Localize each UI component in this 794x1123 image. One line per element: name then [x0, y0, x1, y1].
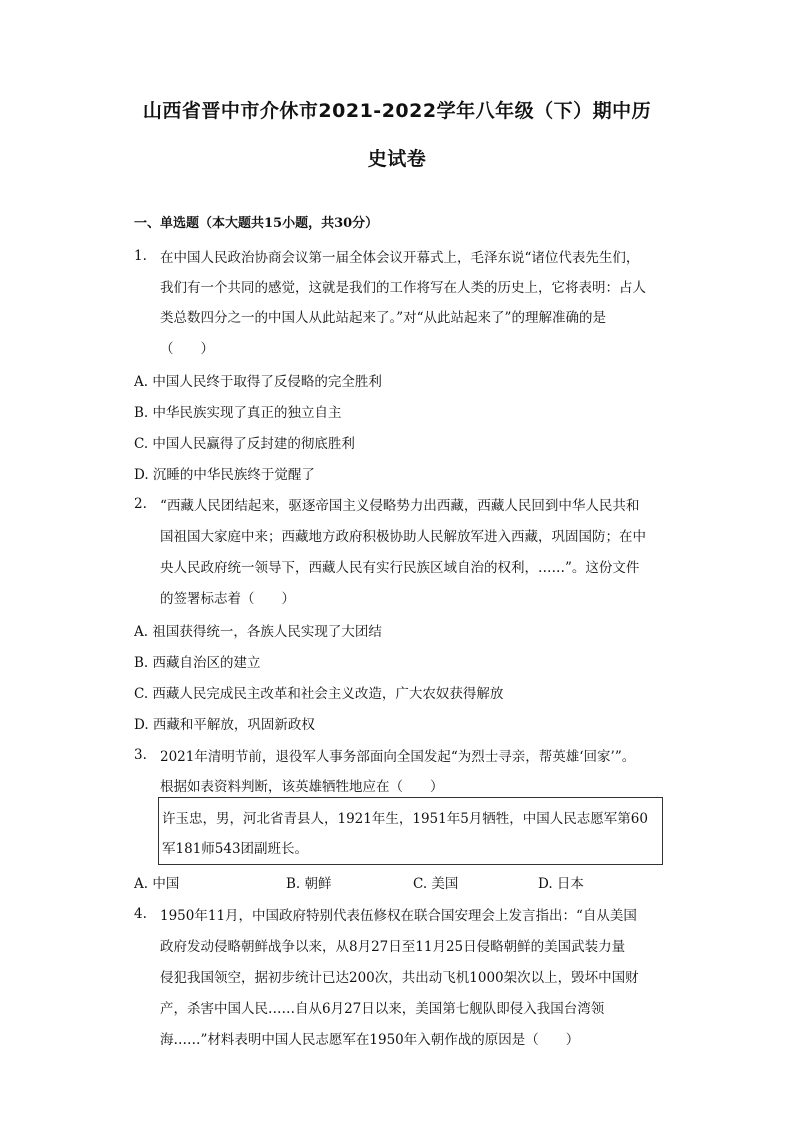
question-1-option-a: A. 中国人民终于取得了反侵略的完全胜利: [134, 374, 382, 390]
question-1-text: 我们有一个共同的感觉，这就是我们的工作将写在人类的历史上，它将表明：占人: [160, 280, 646, 296]
question-1-text: （ ）: [160, 341, 214, 357]
question-2-text: “西藏人民团结起来，驱逐帝国主义侵略势力出西藏，西藏人民回到中华人民共和: [160, 498, 640, 514]
question-1-text: 类总数四分之一的中国人从此站起来了。”对“从此站起来了”的理解准确的是: [160, 310, 606, 326]
question-2-option-b: B. 西藏自治区的建立: [134, 655, 261, 671]
question-3-option-d: D. 日本: [538, 876, 584, 892]
question-4-text: 产，杀害中国人民……自从6月27日以来，美国第七舰队即侵入我国台湾领: [160, 1001, 605, 1017]
question-2-text: 的签署标志着（ ）: [160, 591, 295, 607]
question-2-option-c: C. 西藏人民完成民主改革和社会主义改造，广大农奴获得解放: [134, 686, 504, 702]
question-3-text: 2021年清明节前，退役军人事务部面向全国发起“为烈士寻亲，帮英雄‘回家’”。: [160, 749, 636, 765]
material-table-text: 许玉忠，男，河北省青县人，1921年生，1951年5月牺牲，中国人民志愿军第60: [162, 811, 648, 827]
question-2-text: 国祖国大家庭中来；西藏地方政府积极协助人民解放军进入西藏，巩固国防；在中: [160, 529, 646, 545]
question-4-text: 1950年11月，中国政府特别代表伍修权在联合国安理会上发言指出：“自从美国: [160, 908, 637, 924]
section-heading: 一、单选题（本大题共15小题，共30分）: [134, 216, 379, 231]
material-table: [158, 797, 663, 865]
question-3-option-c: C. 美国: [413, 876, 459, 892]
question-3-option-b: B. 朝鲜: [286, 876, 332, 892]
question-4-text: 政府发动侵略朝鲜战争以来，从8月27日至11月25日侵略朝鲜的美国武装力量: [160, 939, 626, 955]
question-4-text: 海……”材料表明中国人民志愿军在1950年入朝作战的原因是（ ）: [160, 1032, 580, 1048]
question-4-text: 侵犯我国领空，据初步统计已达200次，共出动飞机1000架次以上，毁坏中国财: [160, 970, 639, 986]
question-3-option-a: A. 中国: [134, 876, 180, 892]
question-3-text: 根据如表资料判断，该英雄牺牲地应在（ ）: [160, 779, 444, 795]
question-4-number: 4.: [134, 906, 147, 922]
question-1-number: 1.: [134, 248, 147, 264]
exam-title-line1: 山西省晋中市介休市2021-2022学年八年级（下）期中历: [142, 100, 652, 122]
question-2-option-d: D. 西藏和平解放，巩固新政权: [134, 717, 315, 733]
question-1-option-c: C. 中国人民赢得了反封建的彻底胜利: [134, 436, 355, 452]
question-2-option-a: A. 祖国获得统一，各族人民实现了大团结: [134, 624, 382, 640]
question-2-text: 央人民政府统一领导下，西藏人民有实行民族区域自治的权利，……”。这份文件: [160, 560, 640, 576]
question-1-option-d: D. 沉睡的中华民族终于觉醒了: [134, 467, 315, 483]
question-1-text: 在中国人民政治协商会议第一届全体会议开幕式上，毛泽东说“诸位代表先生们，: [160, 250, 640, 266]
material-table-text: 军181师543团副班长。: [162, 841, 309, 857]
question-2-number: 2.: [134, 496, 147, 512]
exam-title-line2: 史试卷: [367, 148, 427, 170]
question-3-number: 3.: [134, 747, 147, 763]
question-1-option-b: B. 中华民族实现了真正的独立自主: [134, 405, 342, 421]
